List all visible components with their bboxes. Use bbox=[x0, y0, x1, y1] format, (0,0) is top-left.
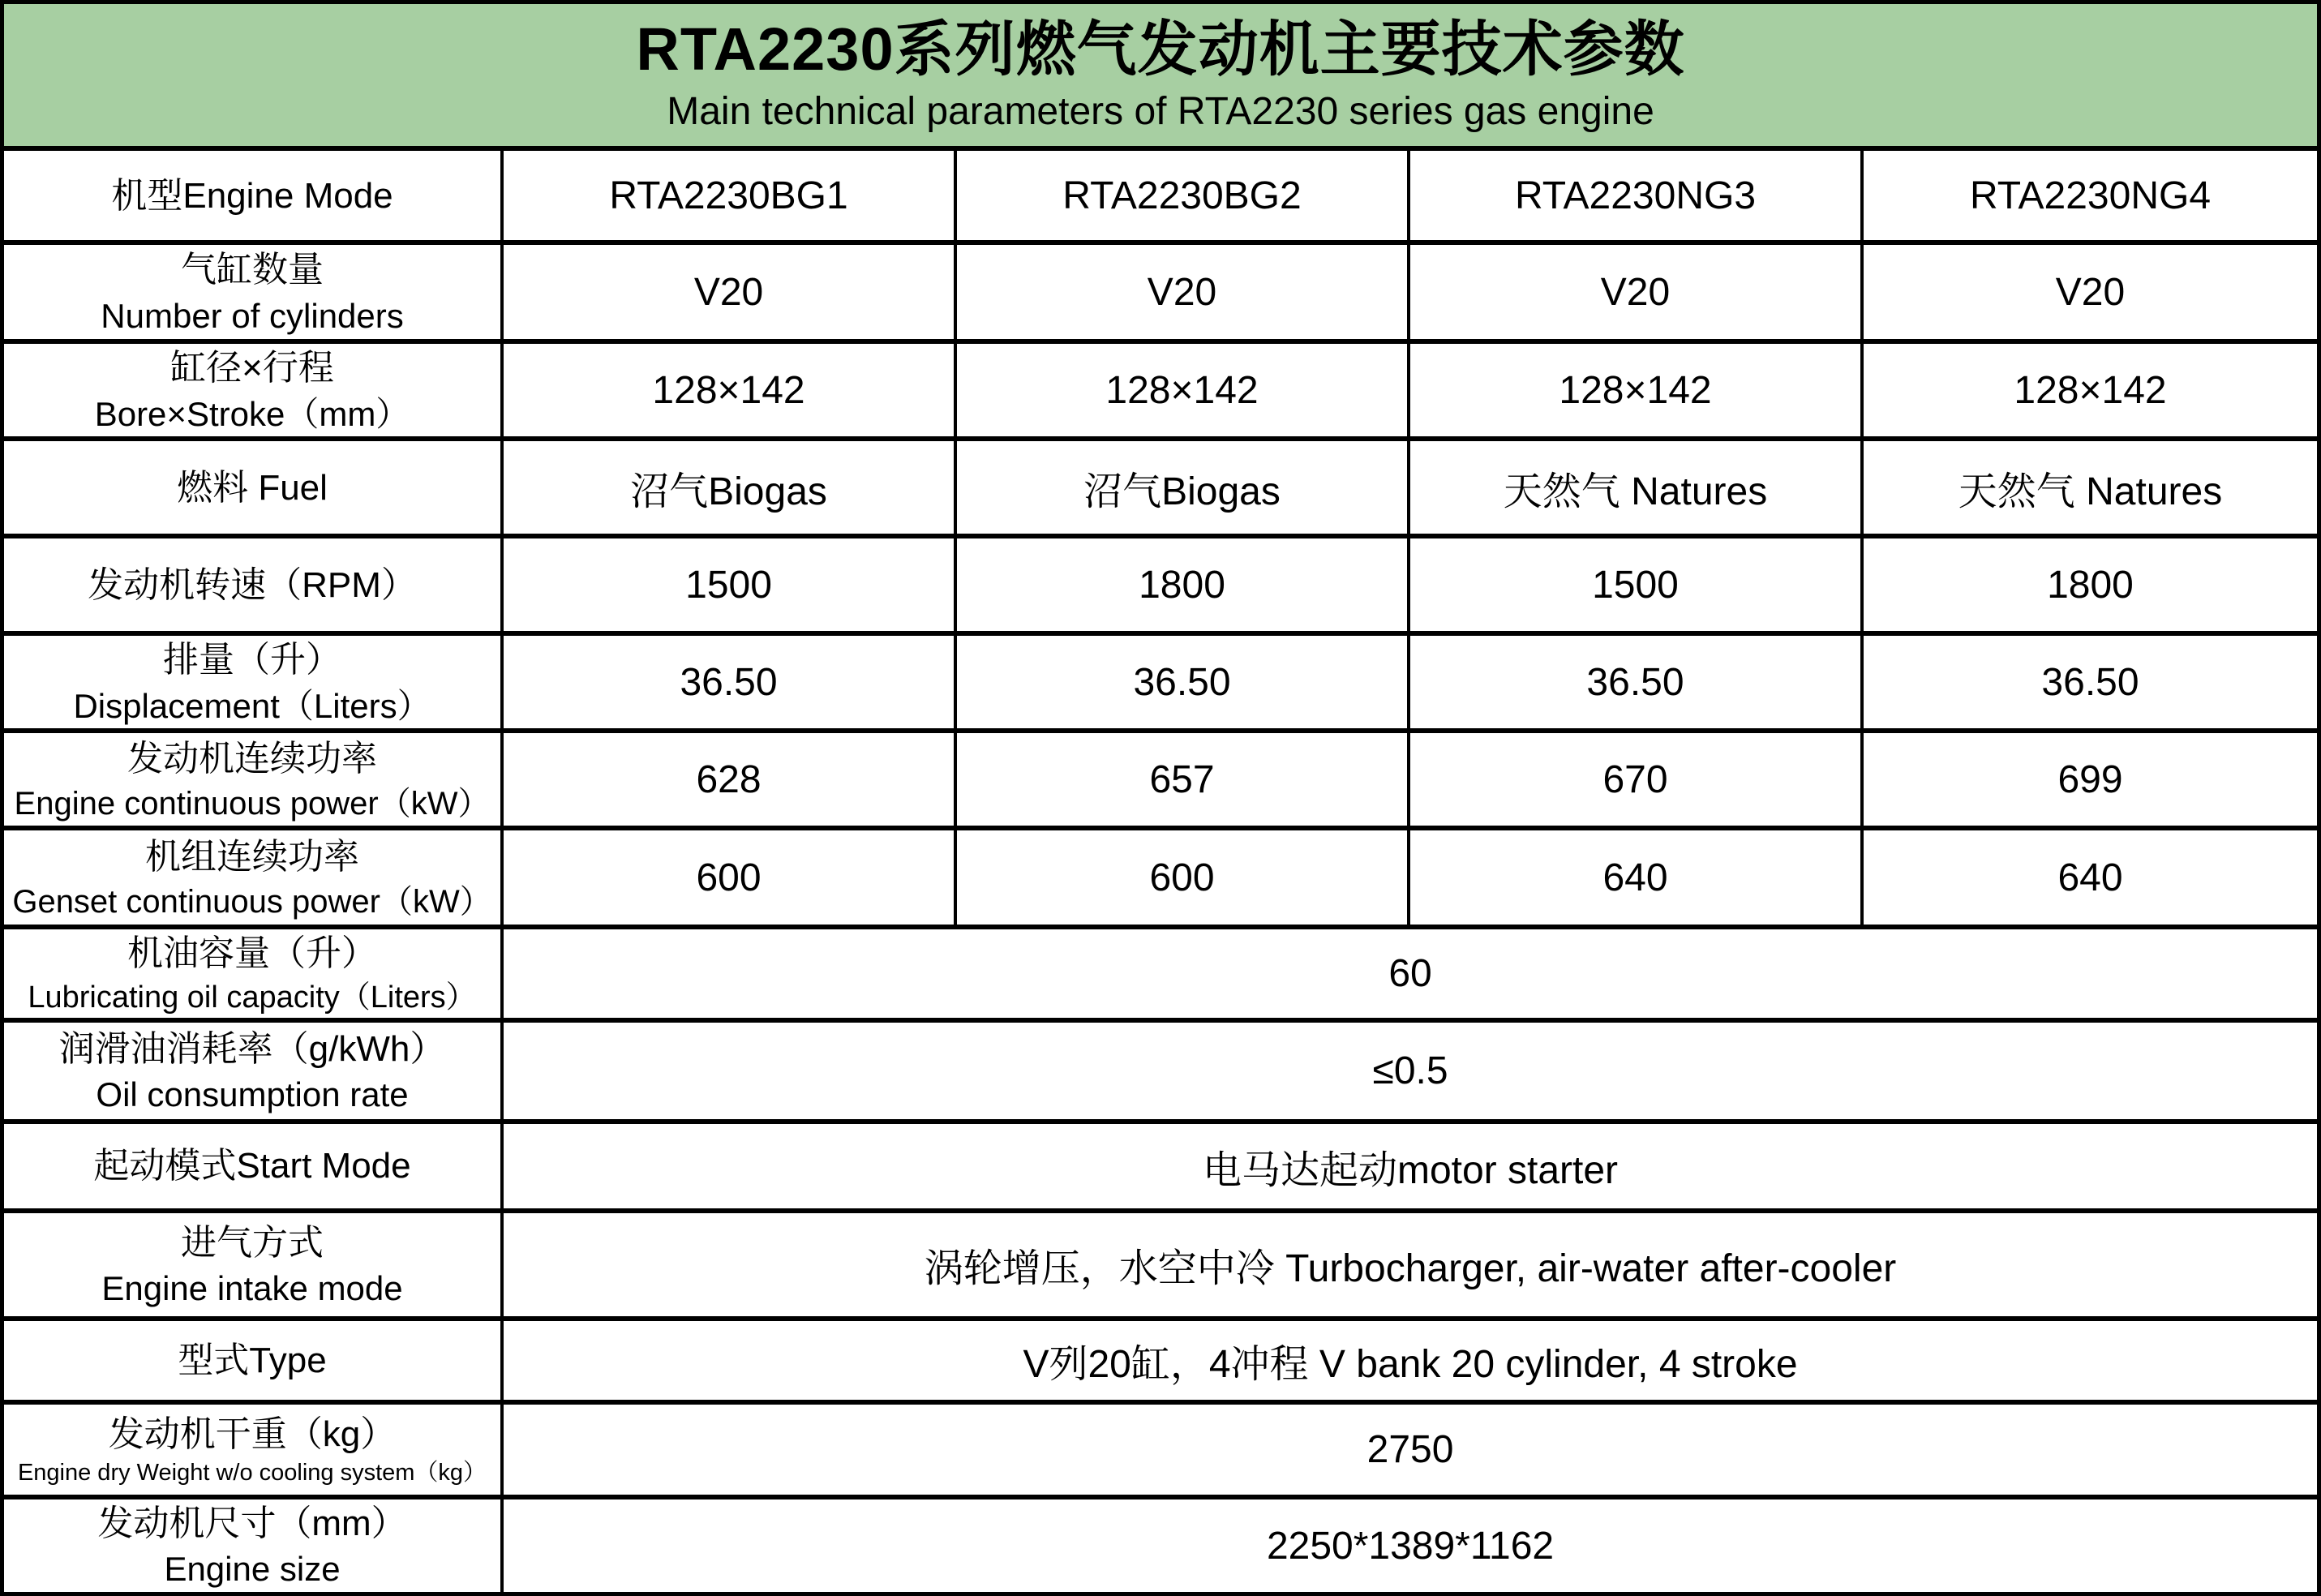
row-label bbox=[4, 929, 504, 1023]
cell-value: V20 bbox=[504, 245, 957, 344]
row-label-zh: 发动机尺寸（mm） bbox=[97, 1504, 407, 1543]
cell-value: 600 bbox=[957, 830, 1410, 929]
row-label-en: Engine dry Weight w/o cooling system（kg） bbox=[17, 1460, 487, 1487]
row-label-en: Number of cylinders bbox=[101, 296, 404, 335]
row-label bbox=[4, 1124, 504, 1213]
row-label-zh: 起动模式Start Mode bbox=[93, 1146, 411, 1186]
row-label-zh: 机型Engine Mode bbox=[111, 175, 393, 216]
row-label bbox=[4, 830, 504, 929]
cell-value: 36.50 bbox=[1410, 636, 1864, 733]
row-label bbox=[4, 1023, 504, 1124]
row-genset-continuous-power bbox=[4, 830, 2317, 929]
row-label-zh: 排量（升） bbox=[163, 640, 342, 680]
row-oil-consumption-rate bbox=[4, 1023, 2317, 1124]
row-start-mode bbox=[4, 1124, 2317, 1213]
row-label bbox=[4, 538, 504, 636]
cell-value: V20 bbox=[1864, 245, 2317, 344]
cell-value: 36.50 bbox=[1864, 636, 2317, 733]
cell-value: 36.50 bbox=[957, 636, 1410, 733]
row-engine-speed bbox=[4, 538, 2317, 636]
cell-value: RTA2230NG3 bbox=[1410, 151, 1864, 245]
row-label-zh: 机油容量（升） bbox=[127, 933, 378, 974]
row-label-zh: 缸径×行程 bbox=[170, 348, 334, 388]
row-engine-mode bbox=[4, 151, 2317, 245]
row-label-zh: 气缸数量 bbox=[181, 250, 324, 290]
row-label-zh: 发动机转速（RPM） bbox=[88, 564, 417, 605]
cell-value: 128×142 bbox=[1864, 344, 2317, 441]
cell-value: V20 bbox=[957, 245, 1410, 344]
cell-value-merged: 2250*1389*1162 bbox=[1266, 1524, 1555, 1568]
row-label-en: Bore×Stroke（mm） bbox=[94, 394, 410, 433]
cell-value: 1500 bbox=[1410, 538, 1864, 636]
row-engine-size bbox=[4, 1499, 2317, 1592]
row-label-zh: 润滑油消耗率（g/kWh） bbox=[58, 1028, 446, 1069]
cell-value-merged: V列20缸，4冲程 V bank 20 cylinder, 4 stroke bbox=[504, 1321, 2317, 1405]
row-label-zh: 型式Type bbox=[178, 1340, 327, 1380]
row-label-zh: 机组连续功率 bbox=[145, 836, 360, 877]
cell-value: 天然气 Natures bbox=[1410, 441, 1864, 538]
cell-value: 128×142 bbox=[957, 344, 1410, 441]
row-label bbox=[4, 1213, 504, 1321]
row-label-en: Engine continuous power（kW） bbox=[14, 785, 491, 822]
row-label bbox=[4, 733, 504, 830]
row-engine-intake-mode bbox=[4, 1213, 2317, 1321]
cell-value: 699 bbox=[1864, 733, 2317, 830]
cell-value: V20 bbox=[1410, 245, 1864, 344]
cell-value: 1800 bbox=[957, 538, 1410, 636]
cell-value: 670 bbox=[1410, 733, 1864, 830]
row-bore-stroke bbox=[4, 344, 2317, 441]
cell-value: RTA2230BG1 bbox=[504, 151, 957, 245]
cell-value-merged: 2750 bbox=[504, 1405, 2317, 1499]
cell-value: 128×142 bbox=[504, 344, 957, 441]
cell-value: 天然气 Natures bbox=[1864, 441, 2317, 538]
cell-value: 1800 bbox=[1864, 538, 2317, 636]
row-label bbox=[4, 636, 504, 733]
cell-value: 128×142 bbox=[1410, 344, 1864, 441]
row-label bbox=[4, 1405, 504, 1499]
cell-value: 36.50 bbox=[504, 636, 957, 733]
row-label-zh: 燃料 Fuel bbox=[177, 467, 328, 508]
cell-value: 640 bbox=[1864, 830, 2317, 929]
row-label-en: Engine size bbox=[164, 1550, 341, 1589]
page-title-zh: RTA2230系列燃气发动机主要技术参数 bbox=[636, 15, 1685, 83]
row-engine-dry-weight bbox=[4, 1405, 2317, 1499]
row-fuel bbox=[4, 441, 2317, 538]
row-label bbox=[4, 151, 504, 245]
row-type bbox=[4, 1321, 2317, 1405]
cell-value-merged: 电马达起动motor starter bbox=[504, 1124, 2317, 1213]
title-banner bbox=[4, 4, 2317, 151]
cell-value: RTA2230BG2 bbox=[957, 151, 1410, 245]
row-label bbox=[4, 1321, 504, 1405]
row-label-en: Engine intake mode bbox=[101, 1268, 403, 1307]
cell-value: 628 bbox=[504, 733, 957, 830]
cell-value-merged: 60 bbox=[504, 929, 2317, 1023]
row-number-of-cylinders bbox=[4, 245, 2317, 344]
row-label-en: Genset continuous power（kW） bbox=[12, 883, 492, 920]
row-label bbox=[4, 441, 504, 538]
cell-value: RTA2230NG4 bbox=[1864, 151, 2317, 245]
cell-value-merged: 涡轮增压，水空中冷 Turbocharger, air-water after-cooler bbox=[504, 1213, 2317, 1321]
row-label bbox=[4, 245, 504, 344]
row-engine-continuous-power bbox=[4, 733, 2317, 830]
cell-value-merged: ≤0.5 bbox=[504, 1023, 2317, 1124]
row-label bbox=[4, 1499, 504, 1592]
cell-value: 沼气Biogas bbox=[504, 441, 957, 538]
row-label-en: Oil consumption rate bbox=[96, 1075, 409, 1113]
row-label-zh: 进气方式 bbox=[181, 1222, 324, 1263]
cell-value: 600 bbox=[504, 830, 957, 929]
cell-value: 1500 bbox=[504, 538, 957, 636]
row-label-zh: 发动机连续功率 bbox=[127, 738, 378, 779]
row-label bbox=[4, 344, 504, 441]
row-label-en: Displacement（Liters） bbox=[73, 686, 431, 725]
row-label-zh: 发动机干重（kg） bbox=[108, 1414, 397, 1454]
cell-value: 640 bbox=[1410, 830, 1864, 929]
page-title-en: Main technical parameters of RTA2230 series gas engine bbox=[667, 90, 1654, 134]
cell-value: 657 bbox=[957, 733, 1410, 830]
parameters-table bbox=[4, 151, 2317, 1592]
row-label-en: Lubricating oil capacity（Liters） bbox=[28, 980, 477, 1015]
cell-value: 沼气Biogas bbox=[957, 441, 1410, 538]
row-lubricating-oil-capacity bbox=[4, 929, 2317, 1023]
row-displacement bbox=[4, 636, 2317, 733]
